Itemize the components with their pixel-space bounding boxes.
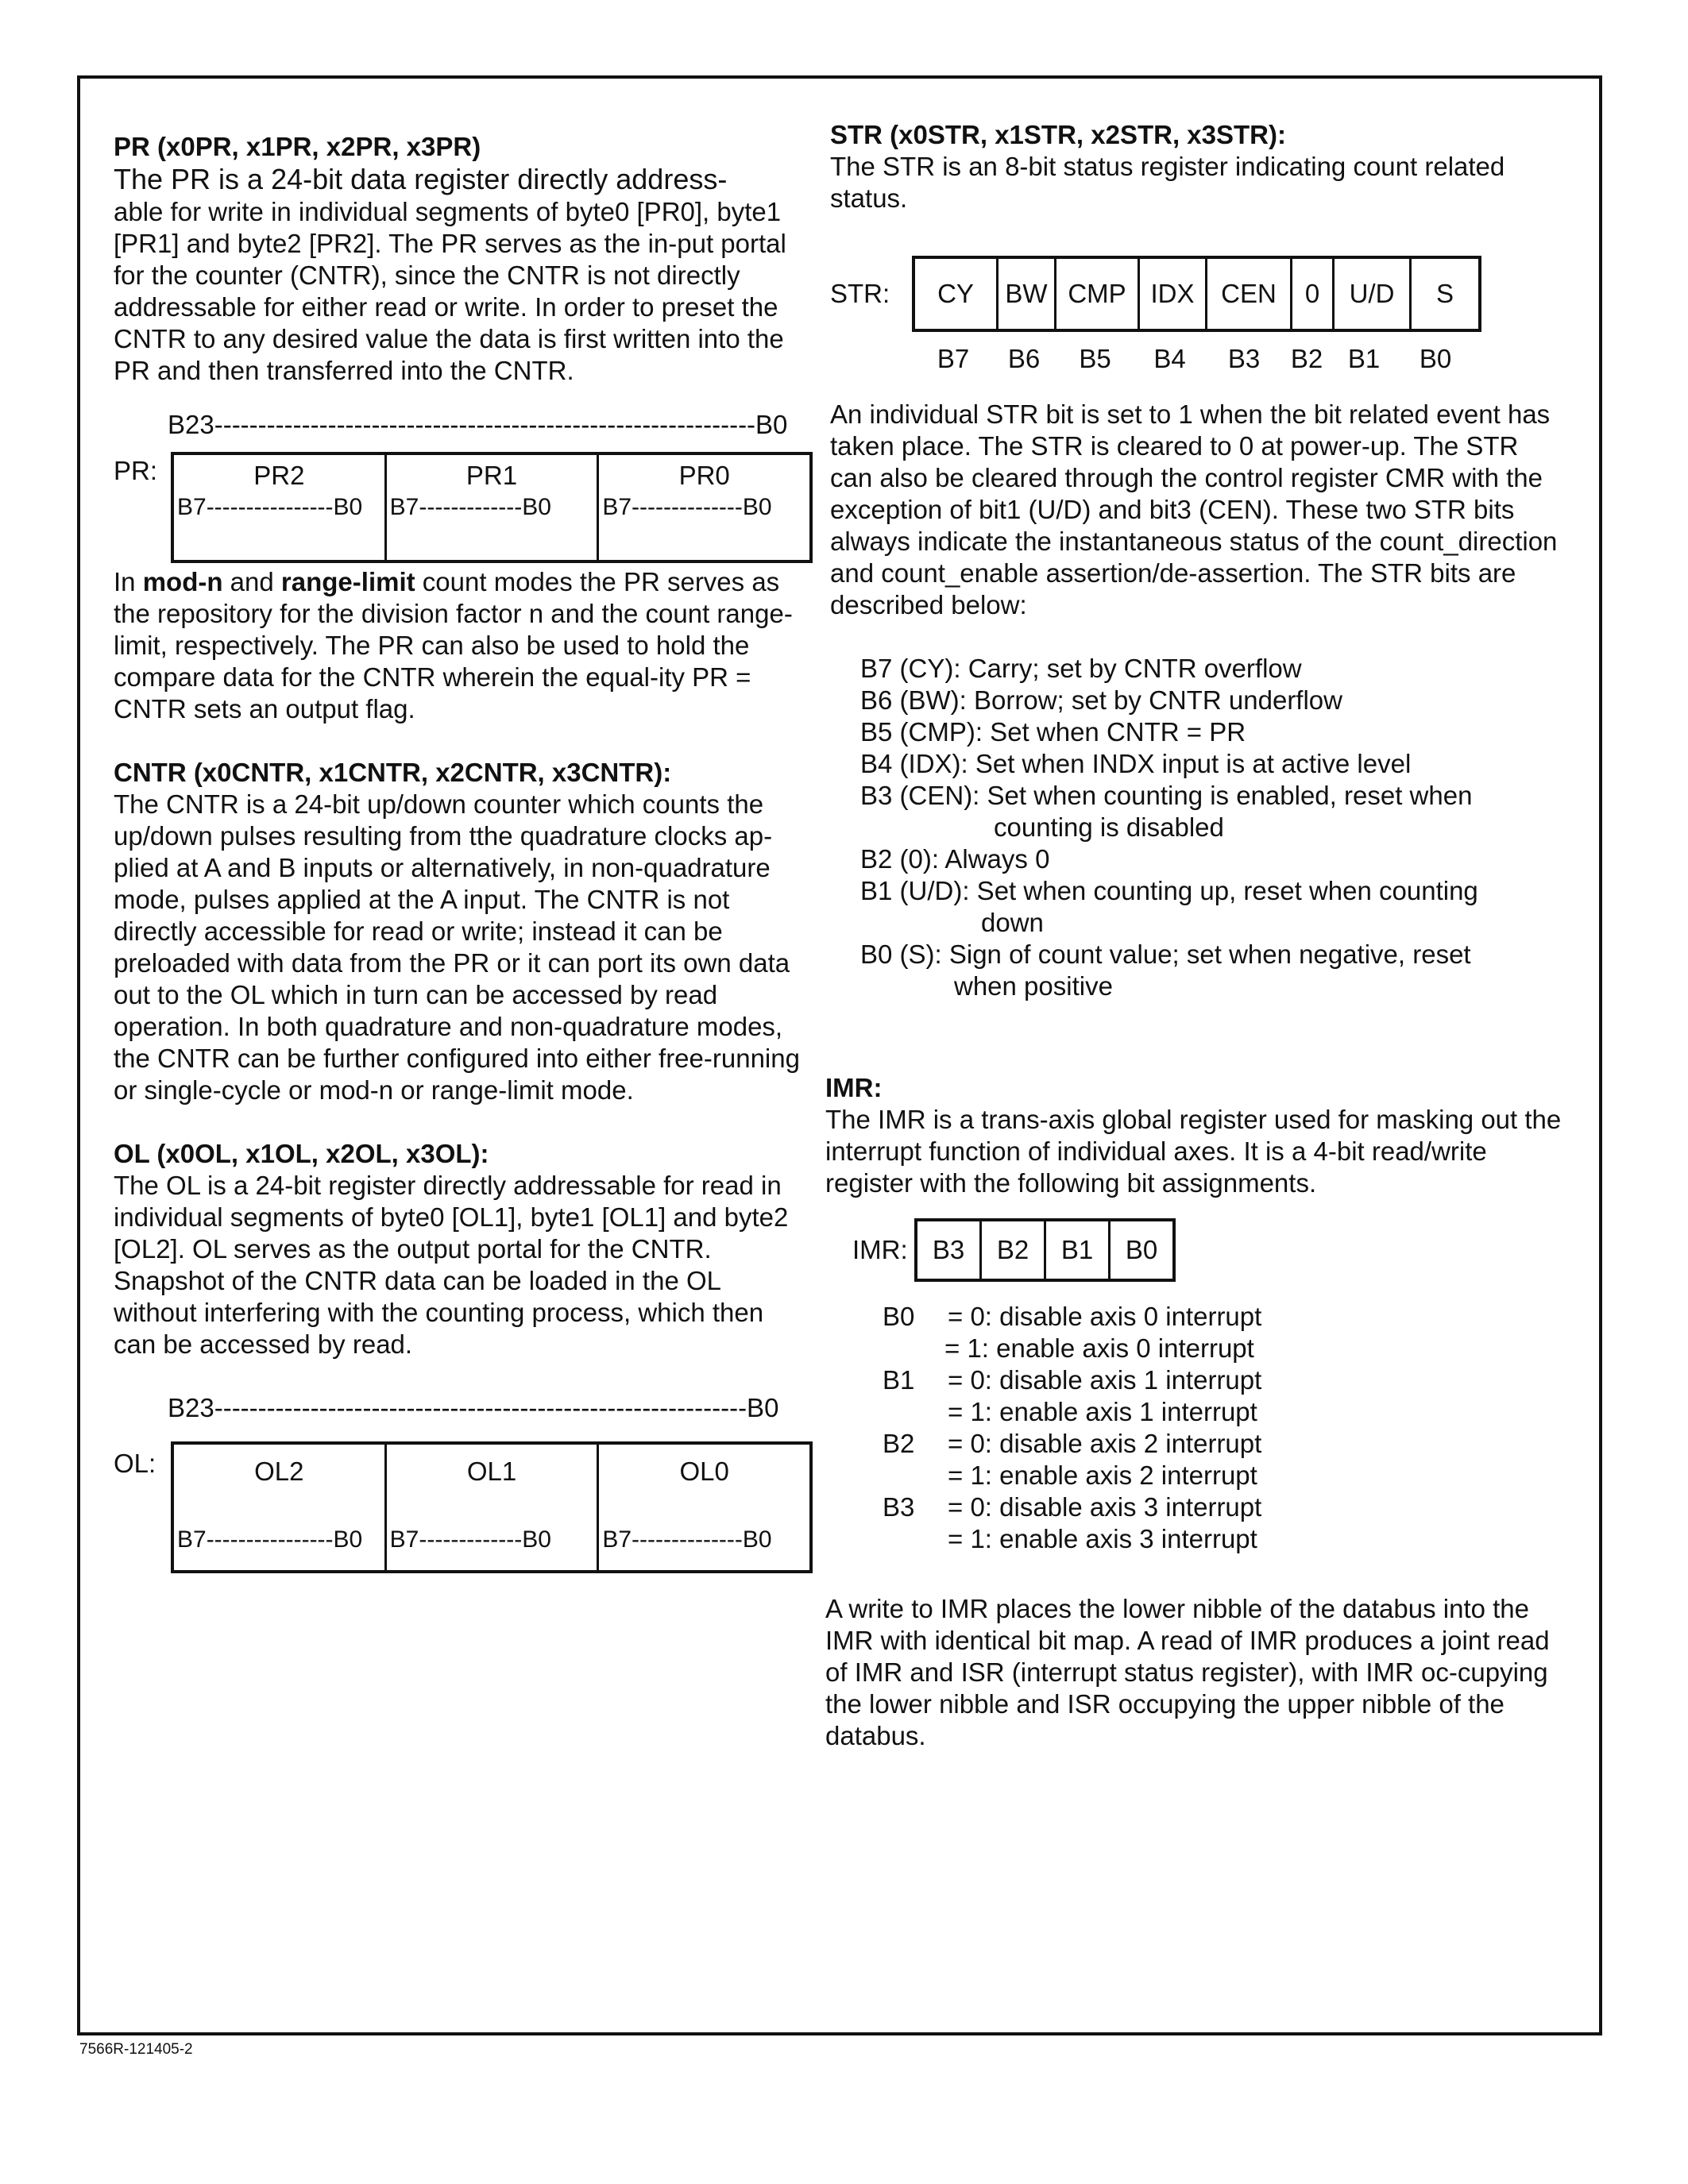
pr2-name: PR2: [253, 461, 305, 490]
imr-bit-value: = 0: disable axis 0 interrupt: [948, 1302, 1262, 1331]
ol1-cell: [387, 1445, 600, 1570]
imr-bit-value: = 0: disable axis 2 interrupt: [948, 1429, 1262, 1458]
imr-cell-b3: B3: [917, 1221, 982, 1279]
str-bitnum-b3: B3: [1227, 344, 1261, 373]
ol0-bits: B7--------------B0: [602, 1526, 772, 1553]
str-cell-bw: BW: [999, 259, 1056, 329]
str-cell-s: S: [1435, 279, 1454, 308]
pr-note-mod-n: mod-n: [142, 567, 223, 596]
imr-bit-b0-alt: [883, 1333, 1565, 1364]
str-bit-numbers: [912, 343, 1565, 375]
pr-register-diagram: [114, 409, 805, 568]
imr-bit-label: B2: [883, 1429, 915, 1458]
str-bit-b7: B7 (CY): Carry; set by CNTR overflow: [860, 654, 1302, 683]
pr-note-pre: In: [114, 567, 143, 596]
pr-heading: PR (x0PR, x1PR, x2PR, x3PR): [114, 132, 481, 161]
imr-register-label: IMR:: [852, 1235, 908, 1264]
str-bit-b2: B2 (0): Always 0: [860, 844, 1050, 874]
str-cell-cy: CY: [915, 259, 999, 329]
pr-mode-note: [114, 566, 805, 725]
imr-bit-value: = 1: enable axis 3 interrupt: [948, 1524, 1257, 1553]
str-bitnum-b6: B6: [1007, 344, 1041, 373]
str-bit-b3: B3 (CEN): Set when counting is enabled, reset when: [860, 781, 1473, 810]
str-bit-list: [860, 653, 1565, 1002]
imr-description: A write to IMR places the lower nibble of the databus into the IMR with identical bit map. A read of IMR produces a joint read of IMR and ISR (interrupt status register), with IMR oc-cupying the lower nibble and ISR occupying the upper nibble of the databus.: [825, 1594, 1550, 1750]
imr-register-box: [914, 1218, 1176, 1282]
ol-register-diagram: [114, 1392, 805, 1559]
pr-note-range-limit: range-limit: [280, 567, 415, 596]
str-bit-b0: B0 (S): Sign of count value; set when negative, reset: [860, 940, 1471, 969]
pr2-bits: B7----------------B0: [177, 494, 363, 520]
pr-note-post: count modes the PR serves as the repository for the division factor n and the count range-limit, respectively. The PR can also be used to hold the compare data for the CNTR wherein the equal-ity PR = CNTR sets an output flag.: [114, 567, 793, 723]
str-cell-ud: U/D: [1335, 259, 1412, 329]
str-text: The STR is an 8-bit status register indicating count related status.: [830, 152, 1505, 213]
pr1-bits: B7-------------B0: [389, 494, 551, 520]
str-cell-zero: 0: [1292, 259, 1335, 329]
imr-bit-value: = 1: enable axis 1 interrupt: [948, 1397, 1257, 1426]
str-register-diagram: [830, 256, 1565, 332]
str-description: An individual STR bit is set to 1 when the bit related event has taken place. The STR is cleared to 0 at power-up. The STR can also be cleared through the control register CMR with the exception of bit1 (U/D) and bit3 (CEN). These two STR bits always indicate the instantaneous status of the count_direction and count_enable assertion/de-assertion. The STR bits are described below:: [830, 399, 1558, 619]
str-cell-idx: IDX: [1140, 259, 1207, 329]
imr-bit-b2-alt: [883, 1460, 1565, 1491]
imr-cell-b1: B1: [1046, 1221, 1111, 1279]
imr-bit-value: = 1: enable axis 2 interrupt: [948, 1461, 1257, 1490]
pr-bit-range: B23--------------------------------------------------------------B0: [168, 410, 788, 439]
str-bit-b1-cont: down: [981, 908, 1044, 937]
ol-heading: OL (x0OL, x1OL, x2OL, x3OL):: [114, 1139, 489, 1168]
str-bit-b5: B5 (CMP): Set when CNTR = PR: [860, 717, 1246, 747]
pr-note-mid: and: [222, 567, 281, 596]
pr2-cell: [174, 455, 387, 560]
imr-bit-label: B1: [883, 1365, 915, 1395]
str-bit-b6: B6 (BW): Borrow; set by CNTR underflow: [860, 685, 1342, 715]
document-code: 7566R-121405-2: [79, 2041, 193, 2058]
str-bit-b0-cont: when positive: [954, 971, 1113, 1001]
str-bitnum-b4: B4: [1153, 344, 1186, 373]
ol-bit-range: B23-------------------------------------------------------------B0: [168, 1393, 779, 1422]
str-bitnum-b2: B2: [1290, 344, 1323, 373]
imr-bit-b1: [883, 1364, 1565, 1396]
imr-bit-label: B3: [883, 1492, 915, 1522]
pr-register-label: PR:: [114, 456, 158, 485]
imr-cell-b2: B2: [982, 1221, 1046, 1279]
imr-bit-b2: [883, 1428, 1565, 1460]
str-bitnum-b5: B5: [1079, 344, 1111, 373]
right-column: [825, 119, 1565, 1752]
str-bit-b1: B1 (U/D): Set when counting up, reset when counting: [860, 876, 1478, 905]
ol0-cell: [599, 1445, 809, 1570]
imr-heading: IMR:: [825, 1073, 883, 1102]
str-bit-b3-cont: counting is disabled: [994, 812, 1224, 842]
pr0-bits: B7--------------B0: [602, 494, 772, 520]
ol-register-box: [171, 1441, 813, 1573]
imr-bit-list: [883, 1301, 1565, 1555]
str-register-label: STR:: [830, 279, 890, 308]
imr-bit-label: B0: [883, 1302, 915, 1331]
imr-bit-b3: [883, 1491, 1565, 1523]
str-bitnum-b0: B0: [1419, 344, 1452, 373]
imr-bit-value: = 0: disable axis 1 interrupt: [948, 1365, 1262, 1395]
pr1-cell: [387, 455, 600, 560]
imr-cell-b0: B0: [1125, 1235, 1158, 1264]
ol0-name: OL0: [679, 1457, 729, 1486]
pr-register-box: [171, 452, 813, 563]
pr-text: able for write in individual segments of byte0 [PR0], byte1 [PR1] and byte2 [PR2]. The PR serves as the in-put portal for the counter (CNTR), since the CNTR is not directly addressable for either read or write. In order to preset the CNTR to any desired value the data is first written into the PR and then transferred into the CNTR.: [114, 197, 786, 385]
str-bitnum-b7: B7: [937, 344, 970, 373]
imr-bit-value: = 0: disable axis 3 interrupt: [948, 1492, 1262, 1522]
str-cell-cen: CEN: [1207, 259, 1292, 329]
imr-text: The IMR is a trans-axis global register used for masking out the interrupt function of individual axes. It is a 4-bit read/write register with the following bit assignments.: [825, 1105, 1562, 1198]
cntr-heading: CNTR (x0CNTR, x1CNTR, x2CNTR, x3CNTR):: [114, 758, 672, 787]
str-bit-b4: B4 (IDX): Set when INDX input is at active level: [860, 749, 1412, 778]
imr-bit-value: = 1: enable axis 0 interrupt: [944, 1333, 1254, 1363]
imr-bit-b0: [883, 1301, 1565, 1333]
ol-register-label: OL:: [114, 1449, 156, 1478]
imr-register-diagram: [852, 1218, 1565, 1282]
cntr-text: The CNTR is a 24-bit up/down counter which counts the up/down pulses resulting from tthe quadrature clocks ap-plied at A and B inputs or alternatively, in non-quadrature mode, pulses applied at the A input. The CNTR is not directly accessible for read or write; instead it can be preloaded with data from the PR or it can port its own data out to the OL which in turn can be accessed by read operation. In both quadrature and non-quadrature modes, the CNTR can be further configured into either free-running or single-cycle or mod-n or range-limit mode.: [114, 789, 800, 1105]
left-column: [114, 131, 805, 1559]
pr-lead-text: The PR is a 24-bit data register directly address-: [114, 163, 728, 195]
str-register-box: [912, 256, 1481, 332]
pr1-name: PR1: [465, 461, 518, 490]
pr0-name: PR0: [678, 461, 730, 490]
str-cell-cmp: CMP: [1056, 259, 1140, 329]
str-heading: STR (x0STR, x1STR, x2STR, x3STR):: [830, 120, 1286, 149]
ol2-name: OL2: [254, 1457, 304, 1486]
ol2-cell: [174, 1445, 387, 1570]
str-bitnum-b1: B1: [1347, 344, 1381, 373]
imr-bit-b3-alt: [883, 1523, 1565, 1555]
ol-text: The OL is a 24-bit register directly addressable for read in individual segments of byte0 [OL1], byte1 [OL1] and byte2 [OL2]. OL serves as the output portal for the CNTR. Snapshot of the CNTR data can be loaded in the OL without interfering with the counting process, which then can be accessed by read.: [114, 1171, 789, 1359]
pr0-cell: [599, 455, 809, 560]
imr-bit-b1-alt: [883, 1396, 1565, 1428]
ol1-name: OL1: [466, 1457, 517, 1486]
ol1-bits: B7-------------B0: [389, 1526, 551, 1553]
ol2-bits: B7----------------B0: [177, 1526, 363, 1553]
